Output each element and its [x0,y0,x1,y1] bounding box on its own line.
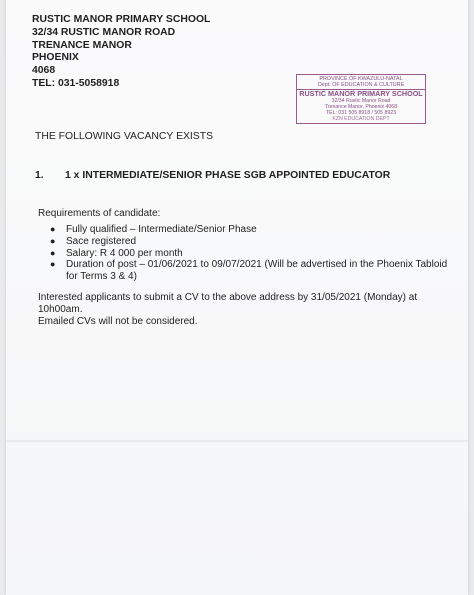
list-item [50,248,460,260]
stamp-address: 32/34 Rustic Manor Road [331,98,391,105]
requirement-text: Salary: R 4 000 per month [66,247,183,259]
school-name: RUSTIC MANOR PRIMARY SCHOOL [32,14,211,25]
post-title: 1 x INTERMEDIATE/SENIOR PHASE SGB APPOINTED EDUCATOR [65,170,391,181]
requirements-list [50,224,460,283]
stamp-department: Dept. OF EDUCATION & CULTURE [297,82,425,89]
paper-fold-line [6,440,468,442]
stamp-school-name: RUSTIC MANOR PRIMARY SCHOOL [299,88,423,98]
post-heading [35,170,390,181]
stamp-telephone: TEL: 031 505 8918 / 505 8923 [325,110,397,117]
street-address: 32/34 RUSTIC MANOR ROAD [32,26,176,38]
list-item [50,224,460,236]
submission-instruction: Interested applicants to submit a CV to the above address by 31/05/2021 (Monday) at 10h00am. [38,292,418,315]
list-item [50,259,460,283]
school-stamp [296,74,426,124]
requirement-text: Duration of post – 01/06/2021 to 09/07/2021 (Will be advertised in the Phoenix Tabloid for Terms 3 & 4) [66,259,448,283]
city: PHOENIX [32,52,79,64]
list-item [50,236,460,248]
postal-code: 4068 [32,65,56,77]
suburb: TRENANCE MANOR [32,39,132,51]
requirement-text: Sace registered [66,235,137,247]
stamp-footer: KZN EDUCATION DEPT [332,116,390,123]
requirements-title: Requirements of candidate: [38,208,161,219]
requirement-text: Fully qualified – Intermediate/Senior Phase [66,224,257,235]
bullet-icon: ● [50,259,56,270]
vacancy-heading: THE FOLLOWING VACANCY EXISTS [35,131,214,142]
document-page [6,0,468,595]
email-notice: Emailed CVs will not be considered. [38,315,198,327]
bullet-icon: ● [50,224,56,234]
closing-paragraph [38,292,458,327]
telephone: TEL: 031-5058918 [32,77,120,89]
post-number: 1. [35,170,44,181]
school-letterhead [32,14,210,91]
stamp-province: PROVINCE OF KWAZULU-NATAL [319,76,403,82]
bullet-icon: ● [50,247,56,258]
stamp-area: Trenance Manor, Phoenix 4068 [324,104,398,111]
bullet-icon: ● [50,235,56,246]
